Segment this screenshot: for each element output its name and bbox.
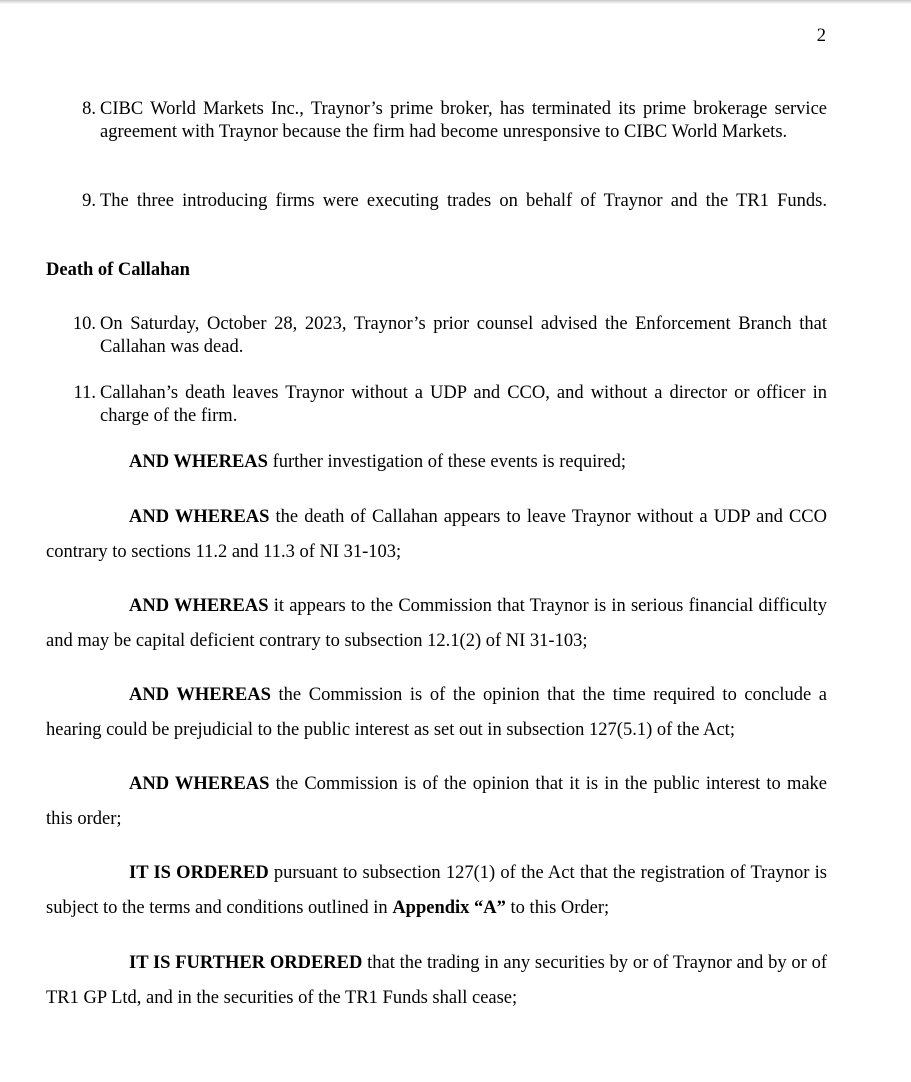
paragraph-text: the Commission is of the opinion that it is in the public interest to make this order; xyxy=(46,774,828,829)
paragraph-text: that the trading in any securities by or of Traynor and by or of TR1 GP Ltd, and in the securities of the TR1 Funds shall cease; xyxy=(46,953,827,1008)
item-number: 10. xyxy=(72,314,96,334)
paragraph-text: it appears to the Commission that Traynor is in serious financial difficulty and may be capital deficient contrary to subsection 12.1(2) of NI 31-103; xyxy=(46,596,827,651)
paragraph-tail: to this Order; xyxy=(505,898,610,918)
page-number: 2 xyxy=(816,26,826,46)
section-heading: Death of Callahan xyxy=(46,260,190,280)
list-item xyxy=(46,382,827,428)
paragraph-lead: AND WHEREAS xyxy=(129,452,268,472)
whereas-paragraph xyxy=(46,500,827,570)
paragraph-lead: IT IS ORDERED xyxy=(129,863,269,883)
item-number: 9. xyxy=(82,191,96,211)
paragraph-lead: AND WHEREAS xyxy=(129,596,269,616)
paragraph-lead: AND WHEREAS xyxy=(129,507,270,527)
whereas-paragraph xyxy=(46,445,827,480)
item-number: 8. xyxy=(82,99,96,119)
paragraph-lead: IT IS FURTHER ORDERED xyxy=(129,953,363,973)
item-text: The three introducing firms were executing trades on behalf of Traynor and the TR1 Funds. xyxy=(100,191,827,211)
paragraph-lead: AND WHEREAS xyxy=(129,774,270,794)
order-paragraph xyxy=(46,856,827,926)
paragraph-lead: AND WHEREAS xyxy=(129,685,271,705)
list-item xyxy=(46,190,827,213)
paragraph-text: further investigation of these events is required; xyxy=(267,452,627,472)
appendix-reference: Appendix “A” xyxy=(392,898,506,918)
paragraph-text: pursuant to subsection 127(1) of the Act that the registration of Traynor is subject to the terms and conditions outlined in xyxy=(46,863,827,918)
list-item xyxy=(46,313,827,359)
item-text: Callahan’s death leaves Traynor without a UDP and CCO, and without a director or officer in charge of the firm. xyxy=(100,383,827,426)
item-number: 11. xyxy=(73,383,96,403)
whereas-paragraph xyxy=(46,589,827,659)
item-text: CIBC World Markets Inc., Traynor’s prime broker, has terminated its prime brokerage service agreement with Traynor because the firm had become unresponsive to CIBC World Markets. xyxy=(100,99,827,142)
list-item xyxy=(46,98,827,144)
item-text: On Saturday, October 28, 2023, Traynor’s prior counsel advised the Enforcement Branch that Callahan was dead. xyxy=(100,314,827,357)
whereas-paragraph xyxy=(46,767,827,837)
whereas-paragraph xyxy=(46,678,827,748)
paragraph-text: the Commission is of the opinion that the time required to conclude a hearing could be prejudicial to the public interest as set out in subsection 127(5.1) of the Act; xyxy=(46,685,828,740)
paragraph-text: the death of Callahan appears to leave Traynor without a UDP and CCO contrary to sections 11.2 and 11.3 of NI 31-103; xyxy=(46,507,827,562)
order-paragraph xyxy=(46,946,827,1016)
